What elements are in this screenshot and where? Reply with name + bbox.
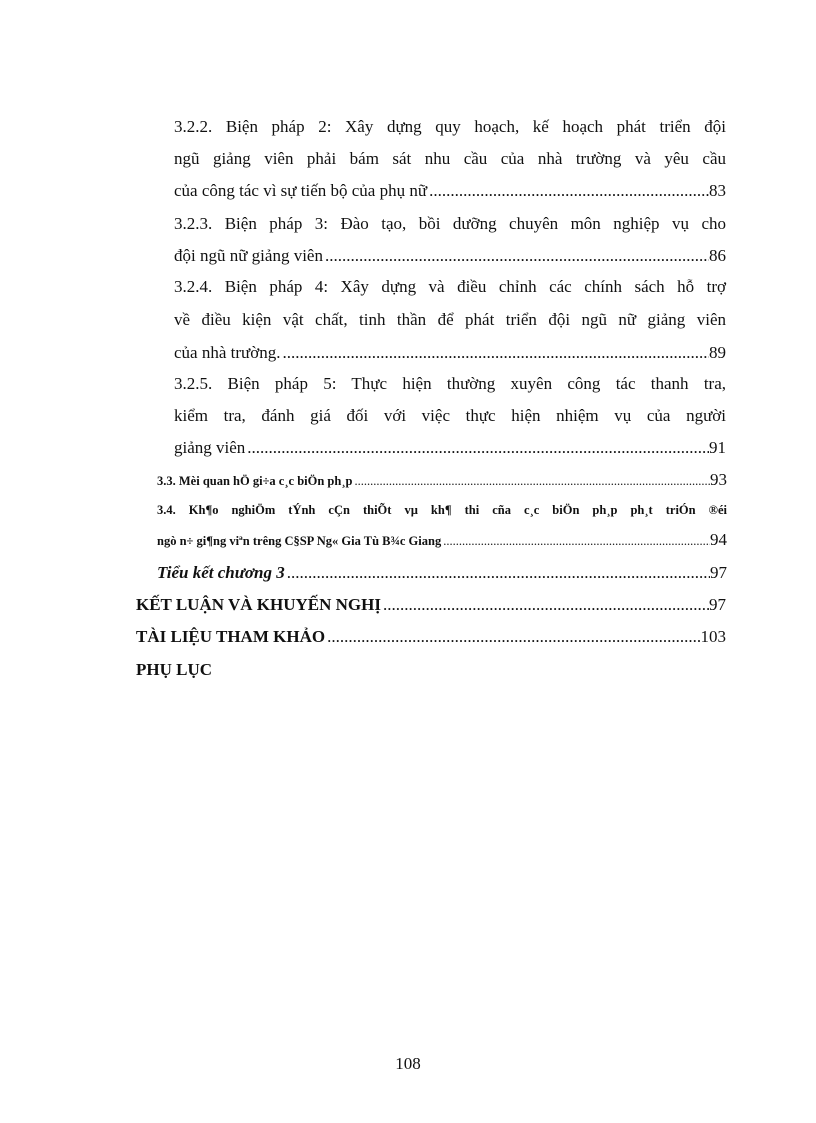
toc-entry-3-2-2-line2: ngũ giảng viên phải bám sát nhu cầu của nhà trường và yêu cầu <box>174 149 726 168</box>
toc-entry-appendix[interactable]: PHỤ LỤC <box>136 660 213 679</box>
toc-entry-3-2-3-line2[interactable] <box>174 239 726 272</box>
toc-entry-3-2-5-line2: kiểm tra, đánh giá đối với việc thực hiện nhiệm vụ của người <box>174 406 726 425</box>
toc-page-number: 83 <box>709 181 726 200</box>
toc-entry-3-4-line2[interactable] <box>157 523 727 558</box>
toc-entry-3-3[interactable] <box>157 463 727 498</box>
leader-dots <box>325 620 700 653</box>
leader-dots <box>381 588 709 621</box>
leader-dots <box>323 239 709 272</box>
toc-page-number: 91 <box>709 438 726 457</box>
toc-page-number: 103 <box>700 627 726 646</box>
toc-page-number: 97 <box>710 563 727 582</box>
toc-page-number: 93 <box>710 470 727 489</box>
toc-page-number: 89 <box>709 343 726 362</box>
toc-entry-3-2-5-line1: 3.2.5. Biện pháp 5: Thực hiện thường xuyên công tác thanh tra, <box>174 374 726 393</box>
toc-page-number: 94 <box>710 530 727 549</box>
toc-entry-3-2-4-line3[interactable] <box>174 336 726 369</box>
toc-entry-text: ngò n÷ gi¶ng viªn trêng C§SP Ng« Gia Tù B¾c Giang <box>157 534 442 548</box>
leader-dots <box>245 431 709 464</box>
page-number: 108 <box>395 1054 421 1073</box>
toc-entry-text: của công tác vì sự tiến bộ của phụ nữ <box>174 181 428 200</box>
toc-entry-text: đội ngũ nữ giảng viên <box>174 246 323 265</box>
leader-dots <box>441 525 710 558</box>
toc-entry-text: TÀI LIỆU THAM KHẢO <box>136 627 326 646</box>
leader-dots <box>280 336 709 369</box>
toc-entry-3-2-2-line3[interactable] <box>174 174 726 207</box>
toc-entry-3-4-line1: 3.4. Kh¶o nghiÖm tÝnh cÇn thiÕt vµ kh¶ thi cña c¸c biÖn ph¸p ph¸t triÓn ®éi <box>157 503 727 517</box>
toc-entry-text: của nhà trường. <box>174 343 281 362</box>
toc-entry-conclusion[interactable] <box>136 588 726 621</box>
toc-entry-3-2-2-line1: 3.2.2. Biện pháp 2: Xây dựng quy hoạch, kế hoạch phát triển đội <box>174 117 726 136</box>
toc-entry-summary-3[interactable] <box>157 556 727 589</box>
toc-entry-text: Tiểu kết chương 3 <box>157 563 285 582</box>
toc-entry-text: KẾT LUẬN VÀ KHUYẾN NGHỊ <box>136 595 381 614</box>
toc-entry-references[interactable] <box>136 620 726 653</box>
leader-dots <box>285 556 710 589</box>
toc-entry-3-2-5-line3[interactable] <box>174 431 726 464</box>
toc-page-number: 86 <box>709 246 726 265</box>
toc-page-number: 97 <box>709 595 726 614</box>
toc-entry-3-2-3-line1: 3.2.3. Biện pháp 3: Đào tạo, bồi dưỡng chuyên môn nghiệp vụ cho <box>174 214 726 233</box>
toc-entry-text: giảng viên <box>174 438 246 457</box>
leader-dots <box>427 174 709 207</box>
toc-entry-text: 3.3. Mèi quan hÖ gi÷a c¸c biÖn ph¸p <box>157 474 353 488</box>
toc-entry-3-2-4-line1: 3.2.4. Biện pháp 4: Xây dựng và điều chỉnh các chính sách hỗ trợ <box>174 277 726 296</box>
toc-entry-3-2-4-line2: về điều kiện vật chất, tinh thần để phát triển đội ngũ nữ giảng viên <box>174 310 726 329</box>
